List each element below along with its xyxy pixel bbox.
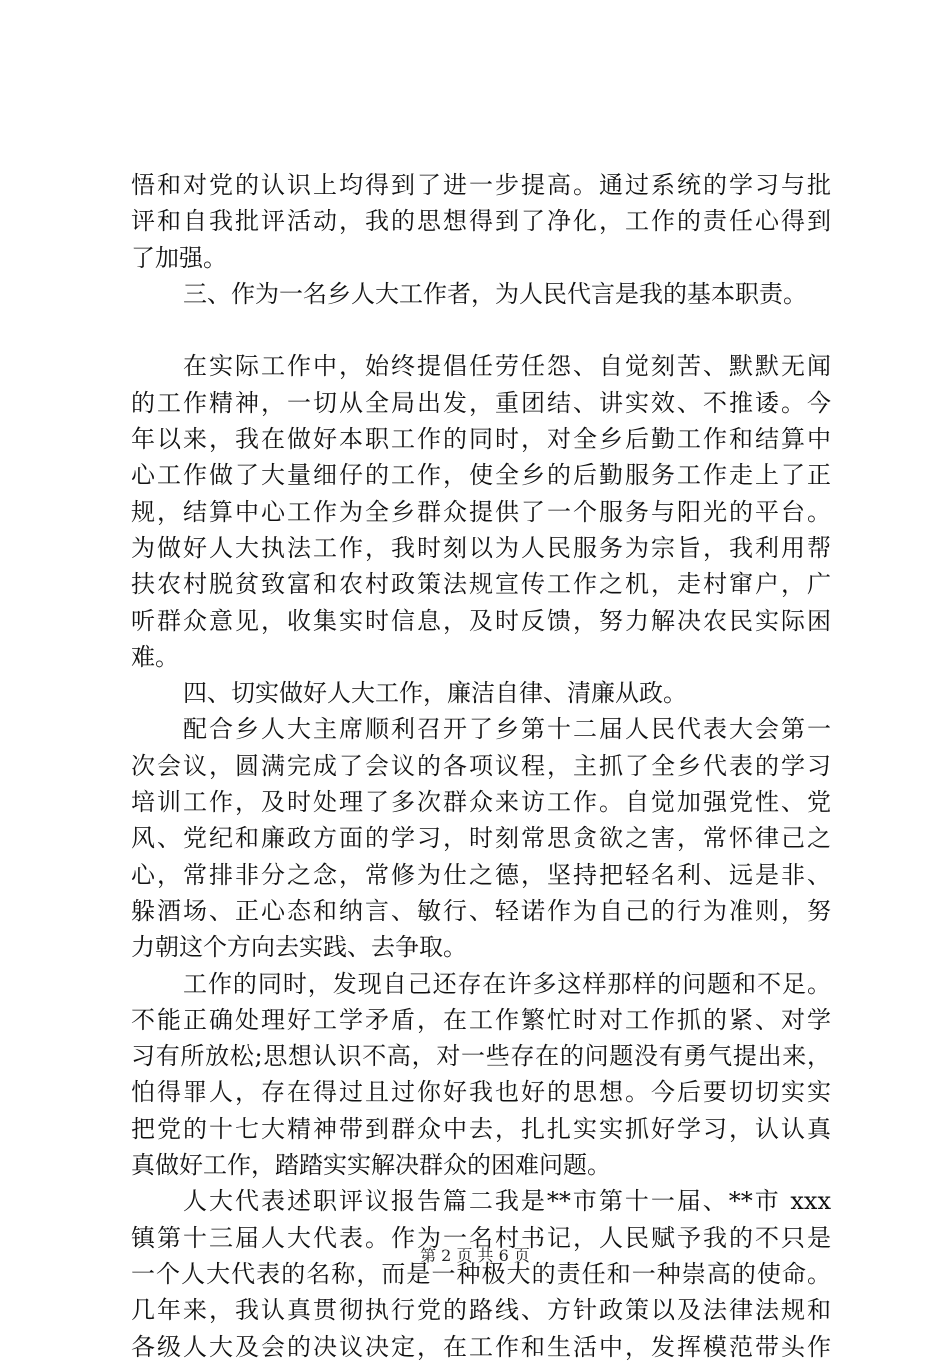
paragraph-congress-meeting [131,711,831,965]
document-body [131,167,831,1365]
text-line: 心，常排非分之念，常修为仕之德，坚持把轻名利、远是非、 [131,860,831,889]
text-line: 工作的同时，发现自己还存在许多这样那样的问题和不足。 [183,969,831,998]
text-line: 心工作做了大量细仔的工作，使全乡的后勤服务工作走上了正 [131,461,831,490]
text-line: 在实际工作中，始终提倡任劳任怨、自觉刻苦、默默无闻 [183,352,831,381]
text-line: 难。 [131,642,179,671]
text-line: 年以来，我在做好本职工作的同时，对全乡后勤工作和结算中 [131,425,831,454]
text-line: 了加强。 [131,243,227,272]
section-heading-four [131,675,831,711]
text-line: 各级人大及会的决议决定，在工作和生活中，发挥模范带头作 [131,1332,831,1361]
text-line: 习有所放松;思想认识不高，对一些存在的问题没有勇气提出来， [131,1042,831,1071]
section-heading-three [131,276,831,312]
text-line: 评和自我批评活动，我的思想得到了净化，工作的责任心得到 [131,207,831,236]
text-line: 的工作精神，一切从全局出发，重团结、讲实效、不推诿。今 [131,388,831,417]
text-line: 一个人大代表的名称，而是一种极大的责任和一种崇高的使命。 [131,1259,831,1288]
text-line: 悟和对党的认识上均得到了进一步提高。通过系统的学习与批 [131,171,831,199]
paragraph-continuation [131,167,831,276]
text-line: 不能正确处理好工学矛盾，在工作繁忙时对工作抓的紧、对学 [131,1005,831,1034]
text-line: 人大代表述职评议报告篇二我是**市第十一届、**市 xxx [183,1187,831,1216]
text-line: 把党的十七大精神带到群众中去，扎扎实实抓好学习，认认真 [131,1114,831,1143]
text-line: 力朝这个方向去实践、去争取。 [131,933,467,962]
text-line: 配合乡人大主席顺利召开了乡第十二届人民代表大会第一 [183,715,831,744]
paragraph-work-practice [131,348,831,675]
text-line: 次会议，圆满完成了会议的各项议程，主抓了全乡代表的学习 [131,751,831,780]
blank-line [131,312,831,348]
heading-line: 三、作为一名乡人大工作者，为人民代言是我的基本职责。 [183,279,807,308]
text-line: 规，结算中心工作为全乡群众提供了一个服务与阳光的平台。 [131,497,831,526]
text-line: 几年来，我认真贯彻执行党的路线、方针政策以及法律法规和 [131,1296,831,1325]
text-line: 听群众意见，收集实时信息，及时反馈，努力解决农民实际困 [131,606,831,635]
heading-line: 四、切实做好人大工作，廉洁自律、清廉从政。 [183,679,687,708]
text-line: 扶农村脱贫致富和农村政策法规宣传工作之机，走村窜户，广 [131,570,831,599]
paragraph-report-part-two [131,1183,831,1364]
page-number-footer: 第 2 页 共 6 页 [420,1246,530,1265]
text-line: 为做好人大执法工作，我时刻以为人民服务为宗旨，我利用帮 [131,533,831,562]
text-line: 躲酒场、正心态和纳言、敏行、轻诺作为自己的行为准则，努 [131,896,831,925]
text-line: 培训工作，及时处理了多次群众来访工作。自觉加强党性、党 [131,788,831,817]
text-line: 镇第十三届人大代表。作为一名村书记，人民赋予我的不只是 [131,1223,831,1252]
text-line: 怕得罪人，存在得过且过你好我也好的思想。今后要切切实实 [131,1078,831,1107]
text-line: 真做好工作，踏踏实实解决群众的困难问题。 [131,1151,611,1180]
text-line: 风、党纪和廉政方面的学习，时刻常思贪欲之害，常怀律己之 [131,824,831,853]
paragraph-shortcomings [131,966,831,1184]
